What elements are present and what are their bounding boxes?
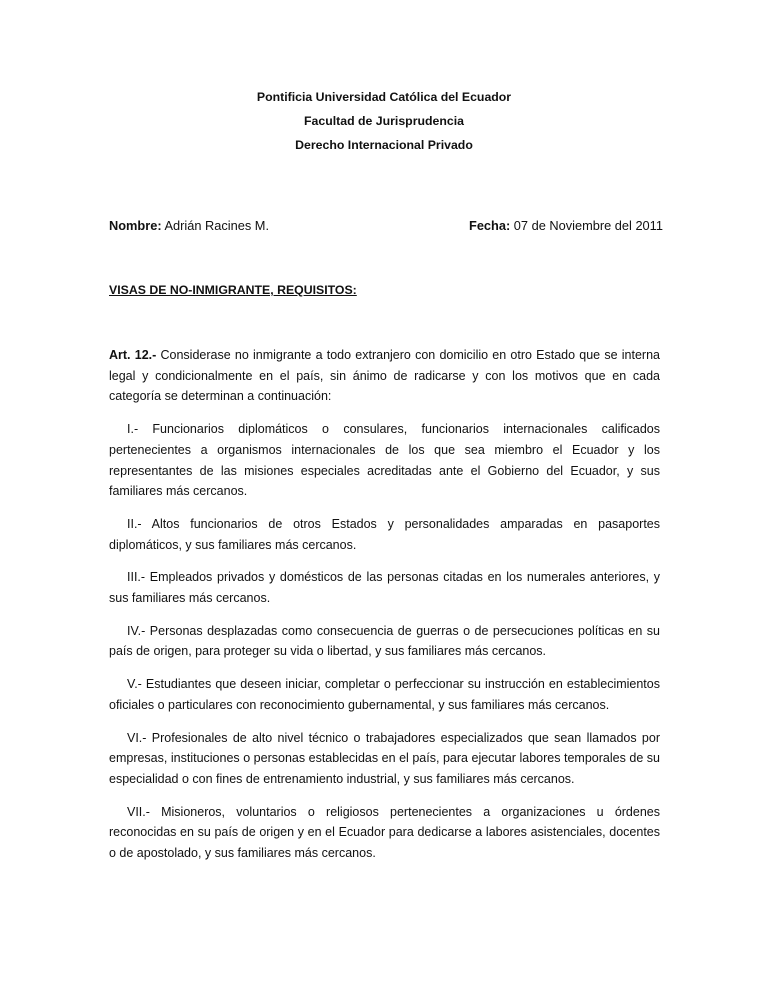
name-label: Nombre:	[109, 218, 162, 233]
document-header	[0, 91, 768, 163]
article-text: Considerase no inmigrante a todo extranjero con domicilio en otro Estado que se interna legal y condicionalmente en el país, sin ánimo de radicarse y con los motivos que en cada categoría se determinan a continuación:	[109, 348, 660, 404]
list-item: IV.- Personas desplazadas como consecuencia de guerras o de persecuciones políticas en su país de origen, para proteger su vida o libertad, y sus familiares más cercanos.	[109, 623, 660, 659]
list-item: III.- Empleados privados y domésticos de las personas citadas en los numerales anteriores, y sus familiares más cercanos.	[109, 570, 660, 606]
subject-name: Derecho Internacional Privado	[295, 138, 473, 152]
list-item: I.- Funcionarios diplomáticos o consulares, funcionarios internacionales calificados pertenecientes a organismos internacionales de los que sea miembro el Ecuador y los representantes de las misiones especiales acreditadas ante el Gobierno del Ecuador, y sus familiares más cercanos.	[109, 422, 660, 499]
university-name: Pontificia Universidad Católica del Ecuador	[256, 90, 512, 104]
section-title: VISAS DE NO-INMIGRANTE, REQUISITOS:	[109, 283, 357, 297]
article-paragraph	[109, 345, 660, 407]
date-label: Fecha:	[469, 218, 511, 233]
date-line	[469, 218, 663, 233]
document-body	[109, 345, 660, 876]
list-item: V.- Estudiantes que deseen iniciar, completar o perfeccionar su instrucción en establecimientos oficiales o particulares con reconocimiento gubernamental, y sus familiares más cercanos.	[109, 677, 660, 712]
name-line	[109, 218, 269, 233]
list-item: II.- Altos funcionarios de otros Estados y personalidades amparadas en pasaportes diplomáticos, y sus familiares más cercanos.	[109, 516, 660, 552]
faculty-name: Facultad de Jurisprudencia	[304, 114, 464, 128]
list-item: VI.- Profesionales de alto nivel técnico o trabajadores especializados que sean llamados por empresas, instituciones o personas establecidas en el país, para ejecutar labores temporales de su especialidad o con fines de entrenamiento industrial, y sus familiares más cercanos.	[109, 730, 660, 786]
name-value: Adrián Racines M.	[161, 218, 270, 233]
date-value: 07 de Noviembre del 2011	[510, 218, 663, 233]
list-item: VII.- Misioneros, voluntarios o religiosos pertenecientes a organizaciones u órdenes reconocidas en su país de origen y en el Ecuador para dedicarse a labores asistenciales, docentes o de apostolado, y sus familiares más cercanos.	[109, 804, 660, 861]
article-label: Art. 12.-	[109, 348, 157, 362]
